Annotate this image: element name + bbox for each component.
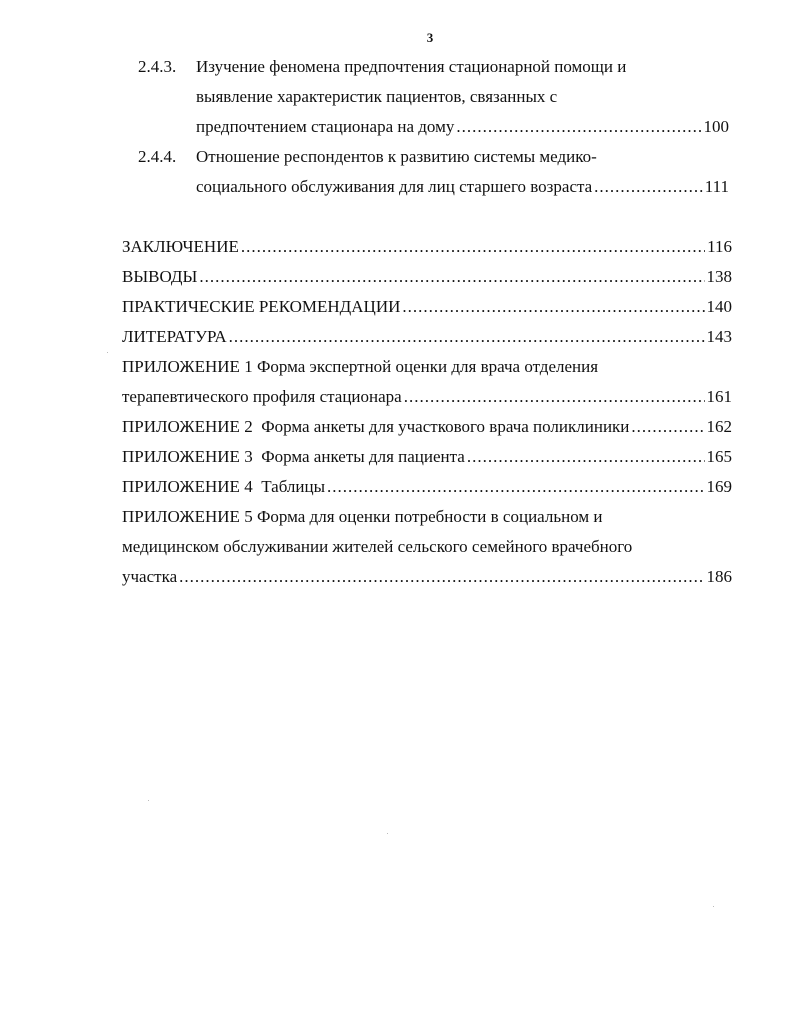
toc-subsection-2-4-3-line-2: выявление характеристик пациентов, связанных с [196, 87, 558, 106]
subsection-text: Изучение феномена предпочтения стационарной помощи и [196, 57, 627, 76]
toc-entry-text: ПРИЛОЖЕНИЕ 2 Форма анкеты для участкового врача поликлиники [122, 417, 630, 436]
scan-speck [148, 800, 149, 801]
toc-subsection-2-4-3-line-3[interactable] [196, 117, 729, 137]
scan-speck [387, 833, 388, 834]
page-number: 3 [426, 30, 434, 45]
leader-dots [179, 567, 704, 587]
toc-page-number: 143 [706, 327, 732, 346]
toc-entry-findings[interactable] [122, 267, 732, 287]
toc-subsection-2-4-4-line-2[interactable] [196, 177, 729, 197]
toc-subsection-2-4-4-line-1 [138, 147, 597, 167]
subsection-number: 2.4.4. [138, 147, 177, 166]
leader-dots [404, 387, 705, 407]
leader-dots [631, 417, 704, 437]
toc-appendix-3[interactable] [122, 447, 732, 467]
toc-subsection-2-4-3-line-1 [138, 57, 626, 77]
toc-entry-text: ПРАКТИЧЕСКИЕ РЕКОМЕНДАЦИИ [122, 297, 401, 316]
toc-page-number: 111 [704, 177, 729, 196]
scan-speck [107, 352, 108, 353]
toc-page-number: 169 [706, 477, 732, 496]
toc-entry-text: ЛИТЕРАТУРА [122, 327, 227, 346]
toc-entry-literature[interactable] [122, 327, 732, 347]
toc-page-number: 161 [706, 387, 732, 406]
leader-dots [199, 267, 704, 287]
toc-page-number: 138 [706, 267, 732, 286]
toc-entry-text: ПРИЛОЖЕНИЕ 4 Таблицы [122, 477, 326, 496]
toc-entry-text: терапевтического профиля стационара [122, 387, 402, 406]
toc-entry-text: участка [122, 567, 178, 586]
toc-entry-recommendations[interactable] [122, 297, 732, 317]
leader-dots [229, 327, 705, 347]
leader-dots [456, 117, 701, 137]
toc-entry-text: ЗАКЛЮЧЕНИЕ [122, 237, 239, 256]
toc-appendix-5-line-2: медицинском обслуживании жителей сельского семейного врачебного [122, 537, 633, 556]
subsection-number: 2.4.3. [138, 57, 177, 76]
toc-appendix-5-line-3[interactable] [122, 567, 732, 587]
toc-appendix-4[interactable] [122, 477, 732, 497]
leader-dots [402, 297, 704, 317]
toc-page-number: 116 [707, 237, 732, 256]
toc-entry-text: социального обслуживания для лиц старшего возраста [196, 177, 593, 196]
toc-entry-conclusion[interactable] [122, 237, 732, 257]
toc-page-number: 100 [703, 117, 729, 136]
subsection-text: Отношение респондентов к развитию системы медико- [196, 147, 597, 166]
toc-entry-text: предпочтением стационара на дому [196, 117, 455, 136]
toc-entry-text: ПРИЛОЖЕНИЕ 3 Форма анкеты для пациента [122, 447, 465, 466]
toc-entry-text: ВЫВОДЫ [122, 267, 198, 286]
toc-appendix-5-line-1: ПРИЛОЖЕНИЕ 5 Форма для оценки потребности в социальном и [122, 507, 603, 526]
scan-speck [713, 906, 714, 907]
toc-page-number: 165 [706, 447, 732, 466]
leader-dots [467, 447, 705, 467]
toc-page-number: 162 [706, 417, 732, 436]
toc-appendix-1-line-2[interactable] [122, 387, 732, 407]
toc-page-number: 140 [706, 297, 732, 316]
toc-appendix-1-line-1: ПРИЛОЖЕНИЕ 1 Форма экспертной оценки для врача отделения [122, 357, 599, 376]
toc-appendix-2[interactable] [122, 417, 732, 437]
leader-dots [594, 177, 703, 197]
toc-page-number: 186 [706, 567, 732, 586]
leader-dots [327, 477, 704, 497]
leader-dots [241, 237, 705, 257]
